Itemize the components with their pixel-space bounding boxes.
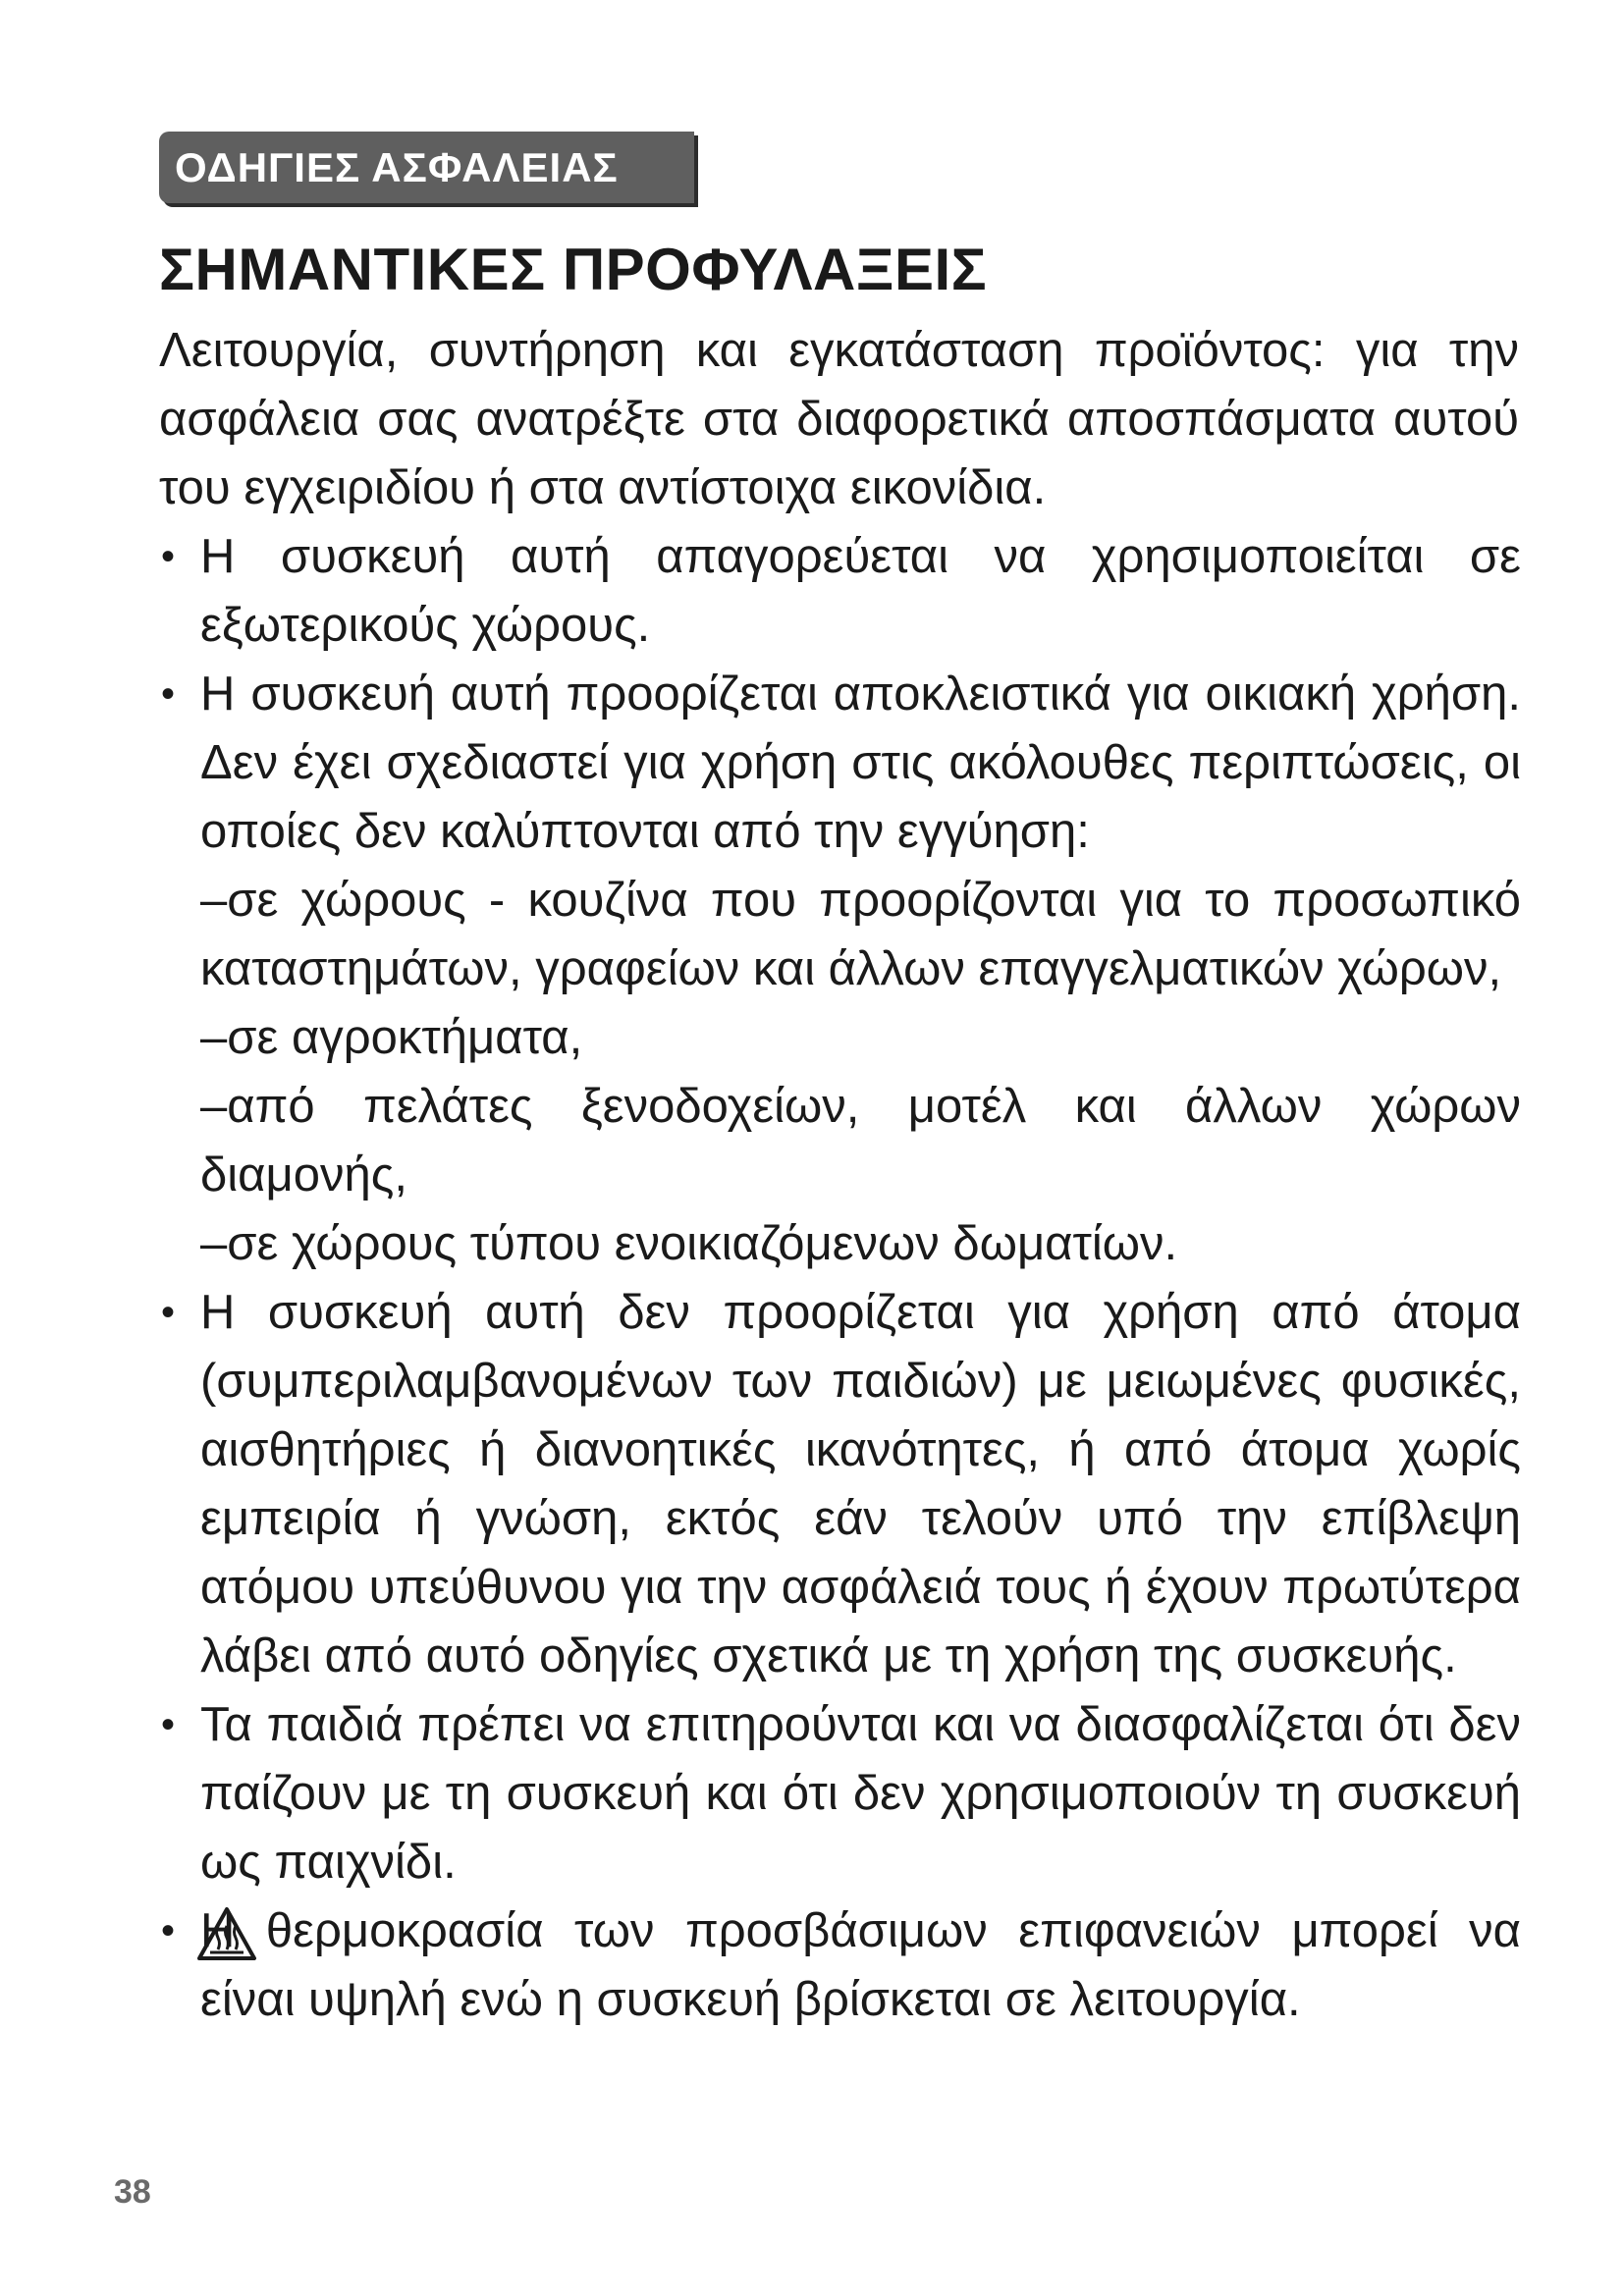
section-tab: ΟΔΗΓΙΕΣ ΑΣΦΑΛΕΙΑΣ (159, 132, 694, 203)
list-item-text: Η συσκευή αυτή δεν προορίζεται για χρήση από άτομα (συμπεριλαμβανομένων των παιδιών) με μειωμένες φυσικές, αισθητήριες ή διανοητικές ικανότητες, ή από άτομα χωρίς εμπειρία ή γνώση, εκτός εάν τελούν υπό την επίβλεψη ατόμου υπεύθυνου για την ασφάλειά τους ή έχουν πρωτύτερα λάβει από αυτό οδηγίες σχετικά με τη χρήση της συσκευής. (200, 1286, 1521, 1682)
page-heading: ΣΗΜΑΝΤΙΚΕΣ ΠΡΟΦΥΛΑΞΕΙΣ (159, 237, 988, 302)
content-body (159, 316, 1524, 2034)
safety-list-continued (159, 1278, 1524, 2034)
sub-list-item: –σε χώρους τύπου ενοικιαζόμενων δωματίων. (200, 1217, 1178, 1270)
list-item-text: Η συσκευή αυτή προορίζεται αποκλειστικά για οικιακή χρήση. Δεν έχει σχεδιαστεί για χρήση στις ακόλουθες περιπτώσεις, οι οποίες δεν καλύπτονται από την εγγύηση: (200, 667, 1521, 858)
list-item (159, 1896, 1521, 2034)
bullet-marker: • (161, 535, 176, 578)
bullet-marker: • (161, 672, 176, 716)
sub-list-item: –σε χώρους - κουζίνα που προορίζονται για το προσωπικό καταστημάτων, γραφείων και άλλων επαγγελματικών χώρων, (200, 874, 1521, 995)
hot-surface-warning-icon (196, 1906, 257, 1961)
sub-list-item: –από πελάτες ξενοδοχείων, μοτέλ και άλλων χώρων διαμονής, (200, 1080, 1521, 1201)
list-item-text: Η συσκευή αυτή απαγορεύεται να χρησιμοποιείται σε εξωτερικούς χώρους. (200, 530, 1521, 652)
safety-list (159, 522, 1524, 866)
list-item-text: Η θερμοκρασία των προσβάσιμων επιφανειών μπορεί να είναι υψηλή ενώ η συσκευή βρίσκεται σε λειτουργία. (200, 1904, 1521, 2026)
sub-list-item: –σε αγροκτήματα, (200, 1011, 583, 1064)
list-item (159, 660, 1521, 866)
intro-paragraph: Λειτουργία, συντήρηση και εγκατάσταση προϊόντος: για την ασφάλεια σας ανατρέξτε στα διαφορετικά αποσπάσματα αυτού του εγχειριδίου ή στα αντίστοιχα εικονίδια. (159, 324, 1519, 514)
list-item (159, 1278, 1521, 1690)
bullet-marker: • (161, 1703, 176, 1746)
page-number: 38 (114, 2173, 151, 2211)
exclusions-list (159, 866, 1521, 1278)
bullet-marker: • (161, 1291, 176, 1334)
list-item (159, 1690, 1521, 1896)
list-item-text: Τα παιδιά πρέπει να επιτηρούνται και να διασφαλίζεται ότι δεν παίζουν με τη συσκευή και ότι δεν χρησιμοποιούν τη συσκευή ως παιχνίδι. (200, 1698, 1521, 1889)
list-item (159, 522, 1521, 660)
list-item-text-with-icon (200, 1896, 1521, 2034)
bullet-marker: • (161, 1909, 176, 1952)
